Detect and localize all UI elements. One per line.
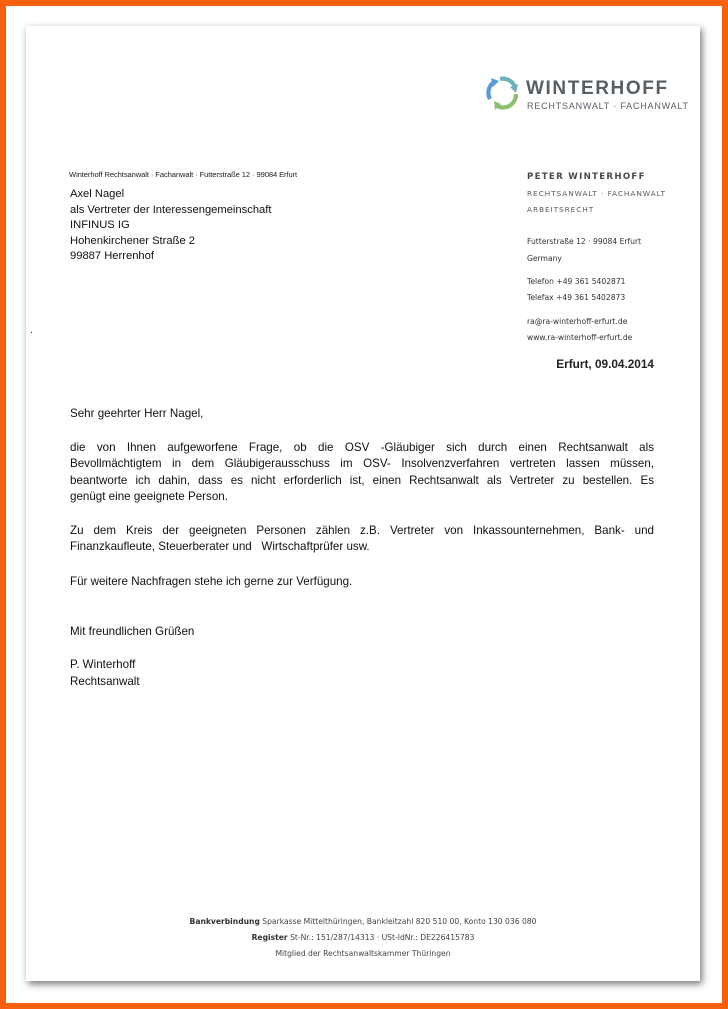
footer-bank-label: Bankverbindung bbox=[189, 917, 260, 926]
contact-title: RECHTSANWALT · FACHANWALT bbox=[527, 189, 666, 198]
footer-register bbox=[26, 933, 700, 942]
recipient-role: als Vertreter der Interessengemeinschaft bbox=[70, 203, 272, 216]
recycle-arrows-logo-icon bbox=[482, 73, 522, 113]
footer-bank bbox=[26, 917, 700, 926]
paragraph-1 bbox=[70, 440, 654, 505]
closing: Mit freundlichen Grüßen bbox=[70, 625, 195, 638]
contact-street: Futterstraße 12 · 99084 Erfurt bbox=[527, 237, 642, 246]
recipient-city: 99887 Herrenhof bbox=[70, 250, 154, 262]
contact-area: ARBEITSRECHT bbox=[527, 205, 595, 214]
paragraph-1-line: beantworte ich dahin, dass es nicht erforderlich ist, einen Rechtsanwalt als Vertreter zu bestellen. Es bbox=[70, 473, 654, 487]
brand-subtitle: RECHTSANWALT · FACHANWALT bbox=[527, 101, 689, 111]
paragraph-2-line: Finanzkaufleute, Steuerberater und Wirtschaftprüfer usw. bbox=[70, 540, 370, 554]
contact-fax: Telefax +49 361 5402873 bbox=[527, 293, 626, 302]
recipient-address bbox=[70, 187, 271, 265]
sender-address-line: Winterhoff Rechtsanwalt · Fachanwalt · Futterstraße 12 · 99084 Erfurt bbox=[69, 170, 298, 179]
contact-country: Germany bbox=[527, 254, 562, 263]
paragraph-3: Für weitere Nachfragen stehe ich gerne zur Verfügung. bbox=[70, 575, 353, 588]
stray-dot: . bbox=[30, 325, 33, 336]
contact-website: www.ra-winterhoff-erfurt.de bbox=[527, 333, 633, 342]
letter-date: Erfurt, 09.04.2014 bbox=[556, 357, 654, 371]
footer-membership: Mitglied der Rechtsanwaltskammer Thüringen bbox=[275, 949, 451, 958]
recipient-street: Hohenkirchener Straße 2 bbox=[70, 234, 195, 247]
paragraph-2 bbox=[70, 523, 654, 556]
footer-register-text: St-Nr.: 151/287/14313 · USt-IdNr.: DE226415783 bbox=[290, 933, 475, 942]
footer-bank-text: Sparkasse Mittelthüringen, Bankleitzahl 820 510 00, Konto 130 036 080 bbox=[262, 917, 537, 926]
paragraph-2-line: Zu dem Kreis der geeigneten Personen zählen z.B. Vertreter von Inkassounternehmen, Bank- und bbox=[70, 524, 654, 537]
contact-name: PETER WINTERHOFF bbox=[527, 172, 646, 182]
letter-page bbox=[26, 26, 700, 981]
signer-name: P. Winterhoff bbox=[70, 658, 136, 671]
recipient-name: Axel Nagel bbox=[70, 188, 125, 200]
signer-title: Rechtsanwalt bbox=[70, 675, 140, 688]
brand-name: WINTERHOFF bbox=[526, 78, 669, 99]
salutation: Sehr geehrter Herr Nagel, bbox=[70, 407, 204, 420]
contact-email: ra@ra-winterhoff-erfurt.de bbox=[527, 317, 628, 326]
paragraph-1-line: genügt eine geeignete Person. bbox=[70, 489, 228, 503]
footer-register-label: Register bbox=[251, 933, 288, 942]
paragraph-1-line: Bevollmächtigtem in dem Gläubigerausschuss im OSV- Insolvenzverfahren vertreten lassen müssen, bbox=[70, 457, 654, 471]
recipient-org: INFINUS IG bbox=[70, 219, 130, 231]
paragraph-1-line: die von Ihnen aufgeworfene Frage, ob die OSV -Gläubiger sich durch einen Rechtsanwalt als bbox=[70, 441, 654, 454]
contact-phone: Telefon +49 361 5402871 bbox=[527, 277, 626, 286]
